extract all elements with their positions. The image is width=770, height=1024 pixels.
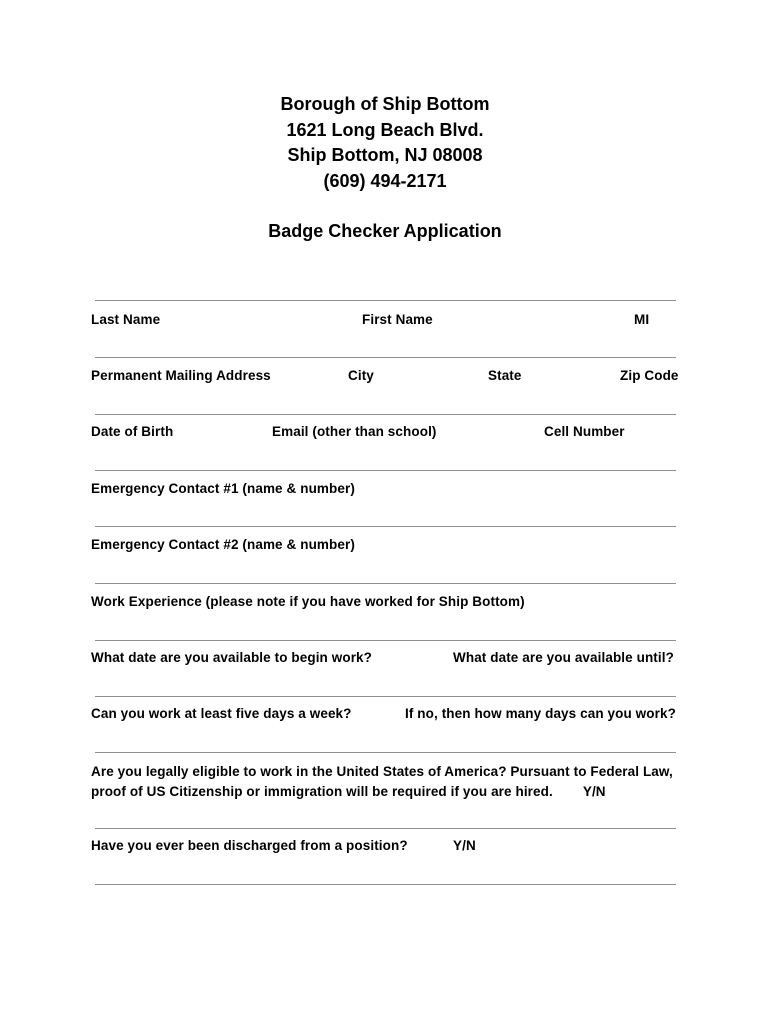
org-name: Borough of Ship Bottom xyxy=(280,94,490,114)
final-line[interactable] xyxy=(95,884,676,885)
eligibility-text-line1: Are you legally eligible to work in the United States of America? Pursuant to Federal Law, xyxy=(91,764,673,779)
org-address: 1621 Long Beach Blvd. xyxy=(286,119,484,140)
name-line[interactable] xyxy=(95,300,676,301)
emergency2-line[interactable] xyxy=(95,526,676,527)
eligibility-text-line2: proof of US Citizenship or immigration will be required if you are hired. xyxy=(91,784,553,799)
last-name-label: Last Name xyxy=(91,312,161,327)
form-title: Badge Checker Application xyxy=(268,221,502,241)
availability-line[interactable] xyxy=(95,640,676,641)
work-experience-line[interactable] xyxy=(95,583,676,584)
five-days-label: Can you work at least five days a week? xyxy=(91,706,352,721)
org-phone: (609) 494-2171 xyxy=(323,170,447,191)
how-many-days-label: If no, then how many days can you work? xyxy=(405,706,676,721)
first-name-label: First Name xyxy=(362,312,433,327)
zip-label: Zip Code xyxy=(620,368,679,383)
emergency2-label: Emergency Contact #2 (name & number) xyxy=(91,537,355,552)
eligibility-line[interactable] xyxy=(95,752,676,753)
state-label: State xyxy=(488,368,522,383)
start-date-label: What date are you available to begin work? xyxy=(91,650,373,665)
discharged-yn: Y/N xyxy=(453,838,476,853)
work-experience-label: Work Experience (please note if you have worked for Ship Bottom) xyxy=(91,594,525,609)
contact-line[interactable] xyxy=(95,414,676,415)
cell-label: Cell Number xyxy=(544,424,625,439)
mailing-address-label: Permanent Mailing Address xyxy=(91,368,271,383)
dob-label: Date of Birth xyxy=(91,424,174,439)
days-line[interactable] xyxy=(95,696,676,697)
address-line[interactable] xyxy=(95,357,676,358)
end-date-label: What date are you available until? xyxy=(453,650,674,665)
letterhead xyxy=(0,92,770,194)
org-city-line: Ship Bottom, NJ 08008 xyxy=(287,145,483,165)
emergency1-line[interactable] xyxy=(95,470,676,471)
mi-label: MI xyxy=(634,312,650,327)
emergency1-label: Emergency Contact #1 (name & number) xyxy=(91,481,355,496)
eligibility-yn: Y/N xyxy=(582,784,606,799)
city-label: City xyxy=(348,368,374,383)
discharged-line[interactable] xyxy=(95,828,676,829)
email-label: Email (other than school) xyxy=(272,424,437,439)
eligibility-question xyxy=(91,762,691,802)
discharged-label: Have you ever been discharged from a position? xyxy=(91,838,408,853)
